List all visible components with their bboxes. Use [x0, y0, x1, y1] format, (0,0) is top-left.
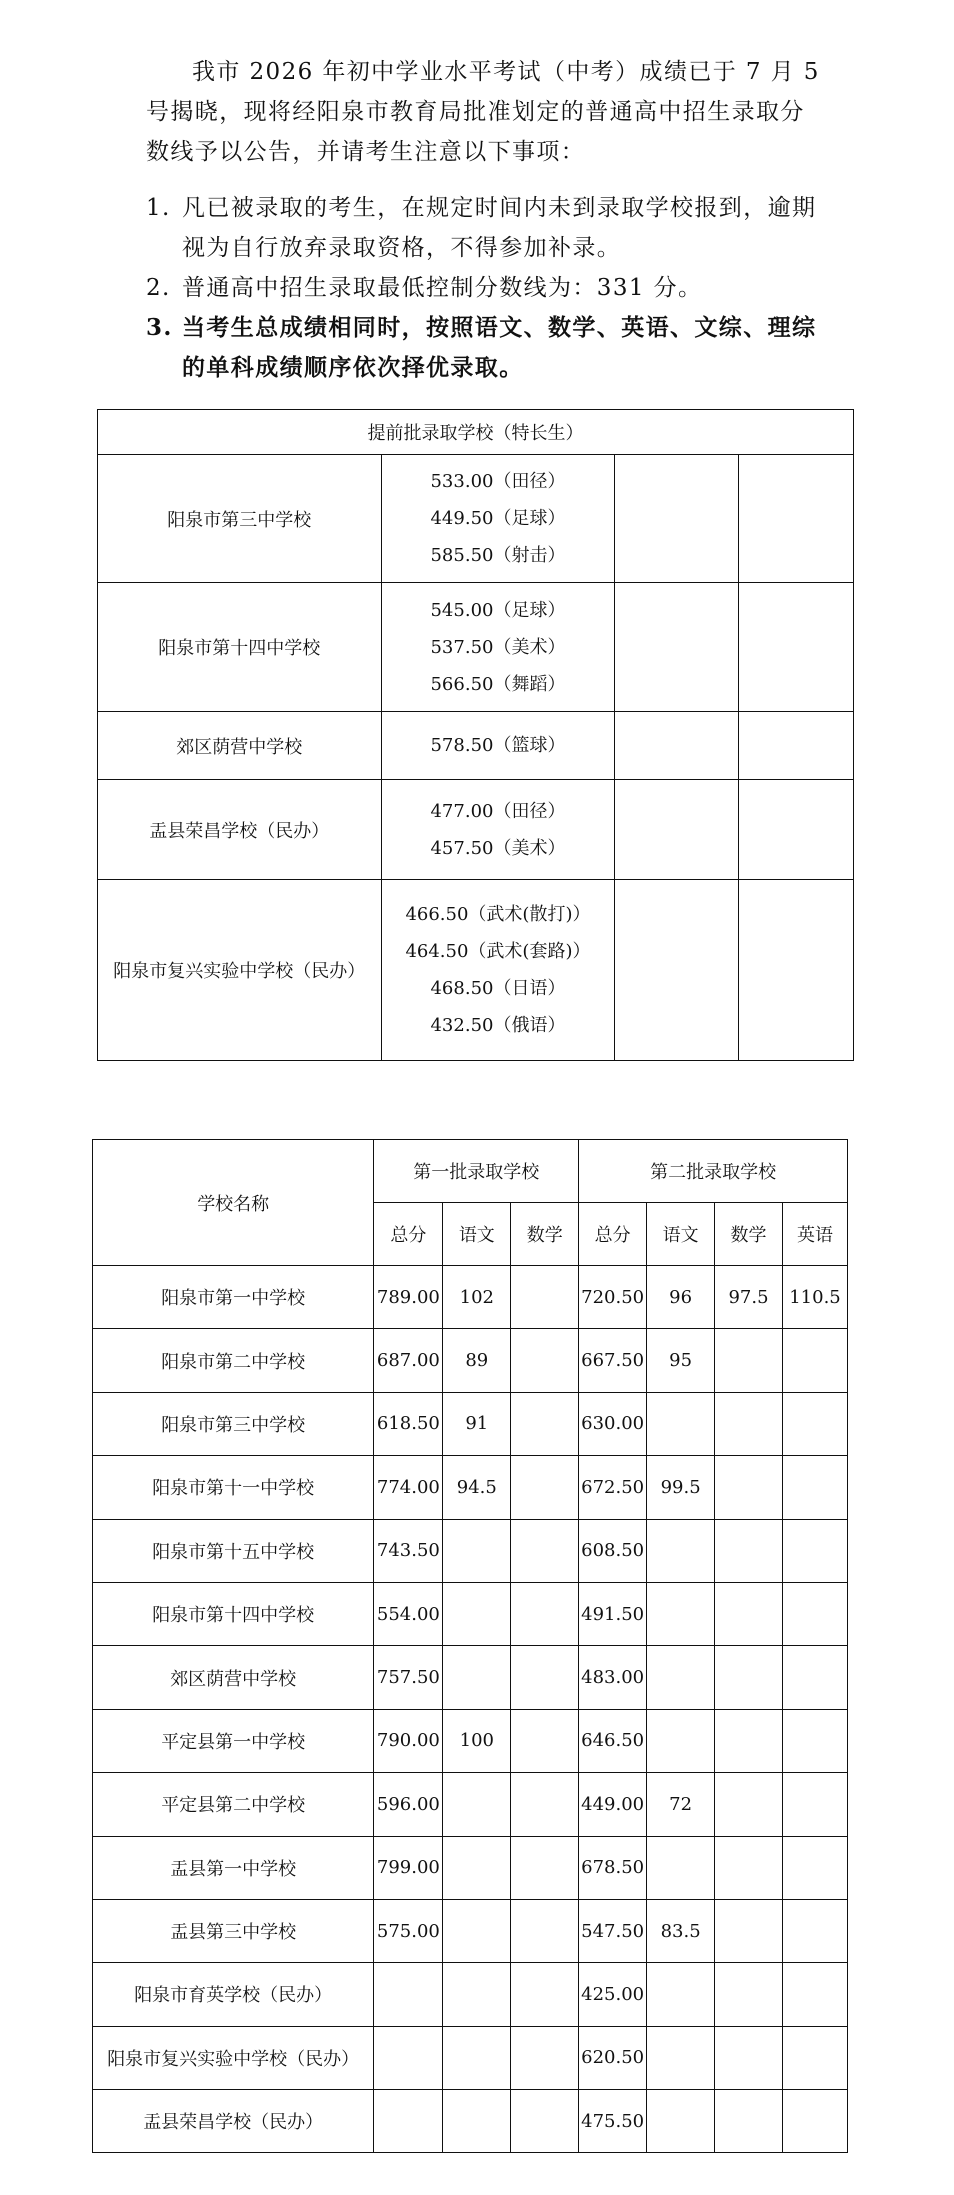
- column-header: 英语: [782, 1203, 847, 1266]
- school-name: 阳泉市第十四中学校: [93, 1582, 374, 1645]
- table-row: [98, 455, 854, 583]
- notice-list: [146, 188, 826, 388]
- batch2-cell: 547.50: [579, 1899, 647, 1962]
- batch1-cell: [511, 1709, 579, 1772]
- batch1-cell: [443, 1773, 511, 1836]
- cutoff-score-table: [92, 1139, 848, 2153]
- batch2-cell: [647, 1582, 715, 1645]
- table-row: [93, 2026, 848, 2089]
- batch1-cell: 89: [443, 1329, 511, 1392]
- table-row: [98, 712, 854, 780]
- batch1-cell: [511, 2090, 579, 2153]
- batch2-cell: 672.50: [579, 1456, 647, 1519]
- score-line: 585.50（射击）: [430, 545, 566, 566]
- batch1-cell: 554.00: [374, 1582, 443, 1645]
- batch2-cell: [782, 1646, 847, 1709]
- batch1-cell: 91: [443, 1392, 511, 1455]
- batch1-cell: 789.00: [374, 1266, 443, 1329]
- batch1-cell: 100: [443, 1709, 511, 1772]
- score-cell: [381, 880, 615, 1061]
- table-row: [93, 1773, 848, 1836]
- score-cell: [381, 780, 615, 880]
- batch1-header: 第一批录取学校: [374, 1140, 579, 1203]
- batch2-cell: 630.00: [579, 1392, 647, 1455]
- school-name: 阳泉市第三中学校: [93, 1392, 374, 1455]
- batch2-cell: [647, 1836, 715, 1899]
- notice-item: [146, 188, 826, 268]
- batch2-cell: 678.50: [579, 1836, 647, 1899]
- batch2-cell: [715, 1709, 783, 1772]
- batch1-cell: [511, 1329, 579, 1392]
- batch2-cell: 483.00: [579, 1646, 647, 1709]
- column-header: 语文: [443, 1203, 511, 1266]
- cutoff-table-body: [93, 1266, 848, 2153]
- batch2-cell: 620.50: [579, 2026, 647, 2089]
- batch2-cell: [782, 1963, 847, 2026]
- batch2-cell: [715, 1836, 783, 1899]
- column-header: 总分: [579, 1203, 647, 1266]
- batch2-cell: [715, 1392, 783, 1455]
- batch2-cell: [647, 1709, 715, 1772]
- empty-cell: [615, 712, 739, 780]
- table-row: [98, 780, 854, 880]
- batch2-cell: 97.5: [715, 1266, 783, 1329]
- batch2-cell: 99.5: [647, 1456, 715, 1519]
- batch1-cell: [511, 1456, 579, 1519]
- batch2-cell: 83.5: [647, 1899, 715, 1962]
- table-row: [93, 1646, 848, 1709]
- score-line: 578.50（篮球）: [430, 735, 566, 756]
- column-header: 数学: [511, 1203, 579, 1266]
- batch1-cell: [374, 2090, 443, 2153]
- notice-text: 当考生总成绩相同时，按照语文、数学、英语、文综、理综的单科成绩顺序依次择优录取。: [182, 314, 817, 381]
- empty-cell: [739, 880, 854, 1061]
- table-header-row: [93, 1140, 848, 1203]
- empty-cell: [615, 583, 739, 712]
- batch1-cell: [511, 1963, 579, 2026]
- batch2-cell: 491.50: [579, 1582, 647, 1645]
- batch1-cell: [511, 1836, 579, 1899]
- table-row: [93, 1266, 848, 1329]
- batch2-cell: [715, 1963, 783, 2026]
- school-name: 阳泉市第十一中学校: [93, 1456, 374, 1519]
- batch1-cell: 774.00: [374, 1456, 443, 1519]
- batch1-cell: 618.50: [374, 1392, 443, 1455]
- table-row: [93, 1519, 848, 1582]
- score-line: 533.00（田径）: [430, 471, 566, 492]
- school-name-header: 学校名称: [93, 1140, 374, 1266]
- school-name: 平定县第二中学校: [93, 1773, 374, 1836]
- batch2-cell: [782, 1392, 847, 1455]
- score-line: 449.50（足球）: [430, 508, 566, 529]
- intro-paragraph: 我市 2026 年初中学业水平考试（中考）成绩已于 7 月 5 号揭晓，现将经阳泉市教育局批准划定的普通高中招生录取分数线予以公告，并请考生注意以下事项：: [146, 59, 820, 165]
- batch2-cell: [715, 2090, 783, 2153]
- notice-text: 凡已被录取的考生，在规定时间内未到录取学校报到，逾期视为自行放弃录取资格，不得参加补录。: [182, 195, 817, 261]
- batch1-cell: 790.00: [374, 1709, 443, 1772]
- batch1-cell: 596.00: [374, 1773, 443, 1836]
- batch2-cell: [715, 1456, 783, 1519]
- batch1-cell: [443, 1646, 511, 1709]
- batch1-cell: 799.00: [374, 1836, 443, 1899]
- table-row: [98, 880, 854, 1061]
- score-cell: [381, 455, 615, 583]
- batch2-cell: [782, 1709, 847, 1772]
- batch1-cell: 687.00: [374, 1329, 443, 1392]
- score-line: 457.50（美术）: [430, 837, 566, 859]
- table-row: [93, 2090, 848, 2153]
- batch2-cell: 608.50: [579, 1519, 647, 1582]
- column-header: 总分: [374, 1203, 443, 1266]
- batch2-cell: [782, 2026, 847, 2089]
- batch2-header: 第二批录取学校: [579, 1140, 848, 1203]
- school-name: 阳泉市第十四中学校: [98, 583, 382, 712]
- empty-cell: [739, 780, 854, 880]
- batch1-cell: [443, 1899, 511, 1962]
- batch2-cell: 72: [647, 1773, 715, 1836]
- batch2-cell: [647, 1646, 715, 1709]
- batch2-cell: [715, 1646, 783, 1709]
- batch2-cell: [647, 2026, 715, 2089]
- empty-cell: [615, 880, 739, 1061]
- batch2-cell: [782, 2090, 847, 2153]
- school-name: 盂县第三中学校: [93, 1899, 374, 1962]
- batch2-cell: [647, 1963, 715, 2026]
- empty-cell: [615, 455, 739, 583]
- batch2-cell: 667.50: [579, 1329, 647, 1392]
- table-row: [93, 1392, 848, 1455]
- batch1-cell: 102: [443, 1266, 511, 1329]
- school-name: 盂县荣昌学校（民办）: [93, 2090, 374, 2153]
- batch1-cell: [511, 1266, 579, 1329]
- batch2-cell: [647, 2090, 715, 2153]
- school-name: 阳泉市第三中学校: [98, 455, 382, 583]
- table-row: [93, 1456, 848, 1519]
- notice-item: [146, 268, 826, 308]
- announcement-intro: [146, 52, 826, 172]
- notice-number: 1.: [146, 195, 171, 221]
- table-row: [93, 1963, 848, 2026]
- batch2-cell: 96: [647, 1266, 715, 1329]
- batch1-cell: [443, 2090, 511, 2153]
- notice-number: 3.: [146, 314, 173, 341]
- score-cell: [381, 583, 615, 712]
- table-row: [93, 1329, 848, 1392]
- table-row: [98, 583, 854, 712]
- batch2-cell: 475.50: [579, 2090, 647, 2153]
- table-row: [93, 1899, 848, 1962]
- school-name: 盂县荣昌学校（民办）: [98, 780, 382, 880]
- score-line: 468.50（日语）: [430, 978, 566, 999]
- batch2-cell: [782, 1456, 847, 1519]
- score-line: 464.50（武术(套路)）: [405, 941, 591, 962]
- batch1-cell: [511, 1646, 579, 1709]
- table-row: [93, 1836, 848, 1899]
- batch2-cell: 646.50: [579, 1709, 647, 1772]
- batch2-cell: 425.00: [579, 1963, 647, 2026]
- school-name: 阳泉市第十五中学校: [93, 1519, 374, 1582]
- empty-cell: [739, 712, 854, 780]
- batch2-cell: 720.50: [579, 1266, 647, 1329]
- school-name: 阳泉市复兴实验中学校（民办）: [93, 2026, 374, 2089]
- batch2-cell: [715, 1582, 783, 1645]
- notice-text: 普通高中招生录取最低控制分数线为：331 分。: [182, 275, 703, 301]
- special-table-title: 提前批录取学校（特长生）: [98, 410, 854, 455]
- school-name: 阳泉市第二中学校: [93, 1329, 374, 1392]
- batch2-cell: [715, 1773, 783, 1836]
- batch1-cell: [374, 2026, 443, 2089]
- batch2-cell: [715, 1519, 783, 1582]
- batch2-cell: [715, 1899, 783, 1962]
- table-row: [93, 1709, 848, 1772]
- batch1-cell: [443, 2026, 511, 2089]
- score-line: 537.50（美术）: [430, 636, 566, 658]
- score-line: 566.50（舞蹈）: [430, 673, 566, 695]
- school-name: 盂县第一中学校: [93, 1836, 374, 1899]
- batch2-cell: [782, 1329, 847, 1392]
- batch1-cell: 757.50: [374, 1646, 443, 1709]
- batch1-cell: 94.5: [443, 1456, 511, 1519]
- batch2-cell: [647, 1392, 715, 1455]
- batch1-cell: [443, 1836, 511, 1899]
- batch1-cell: [511, 1899, 579, 1962]
- school-name: 郊区荫营中学校: [93, 1646, 374, 1709]
- school-name: 平定县第一中学校: [93, 1709, 374, 1772]
- batch2-cell: [782, 1899, 847, 1962]
- empty-cell: [739, 583, 854, 712]
- batch2-cell: [782, 1582, 847, 1645]
- batch2-cell: [782, 1519, 847, 1582]
- school-name: 阳泉市育英学校（民办）: [93, 1963, 374, 2026]
- notice-number: 2.: [146, 275, 171, 301]
- score-cell: [381, 712, 615, 780]
- column-header: 语文: [647, 1203, 715, 1266]
- batch1-cell: 743.50: [374, 1519, 443, 1582]
- batch1-cell: 575.00: [374, 1899, 443, 1962]
- column-header: 数学: [715, 1203, 783, 1266]
- batch1-cell: [443, 1582, 511, 1645]
- batch1-cell: [511, 1773, 579, 1836]
- batch1-cell: [374, 1963, 443, 2026]
- score-line: 432.50（俄语）: [430, 1015, 566, 1036]
- score-line: 466.50（武术(散打)）: [405, 904, 591, 925]
- school-name: 郊区荫营中学校: [98, 712, 382, 780]
- batch1-cell: [443, 1963, 511, 2026]
- batch1-cell: [511, 1582, 579, 1645]
- school-name: 阳泉市第一中学校: [93, 1266, 374, 1329]
- empty-cell: [739, 455, 854, 583]
- batch2-cell: 110.5: [782, 1266, 847, 1329]
- batch2-cell: [647, 1519, 715, 1582]
- notice-item-bold: [146, 308, 826, 388]
- batch1-cell: [511, 1392, 579, 1455]
- batch2-cell: [715, 1329, 783, 1392]
- batch2-cell: [782, 1773, 847, 1836]
- batch1-cell: [443, 1519, 511, 1582]
- batch2-cell: [782, 1836, 847, 1899]
- score-line: 545.00（足球）: [430, 599, 566, 621]
- table-row: [93, 1582, 848, 1645]
- special-table-title-row: [98, 410, 854, 455]
- score-line: 477.00（田径）: [430, 800, 566, 822]
- batch2-cell: [715, 2026, 783, 2089]
- school-name: 阳泉市复兴实验中学校（民办）: [98, 880, 382, 1061]
- batch1-cell: [511, 2026, 579, 2089]
- batch2-cell: 449.00: [579, 1773, 647, 1836]
- empty-cell: [615, 780, 739, 880]
- batch1-cell: [511, 1519, 579, 1582]
- batch2-cell: 95: [647, 1329, 715, 1392]
- special-admission-table: [97, 409, 854, 1061]
